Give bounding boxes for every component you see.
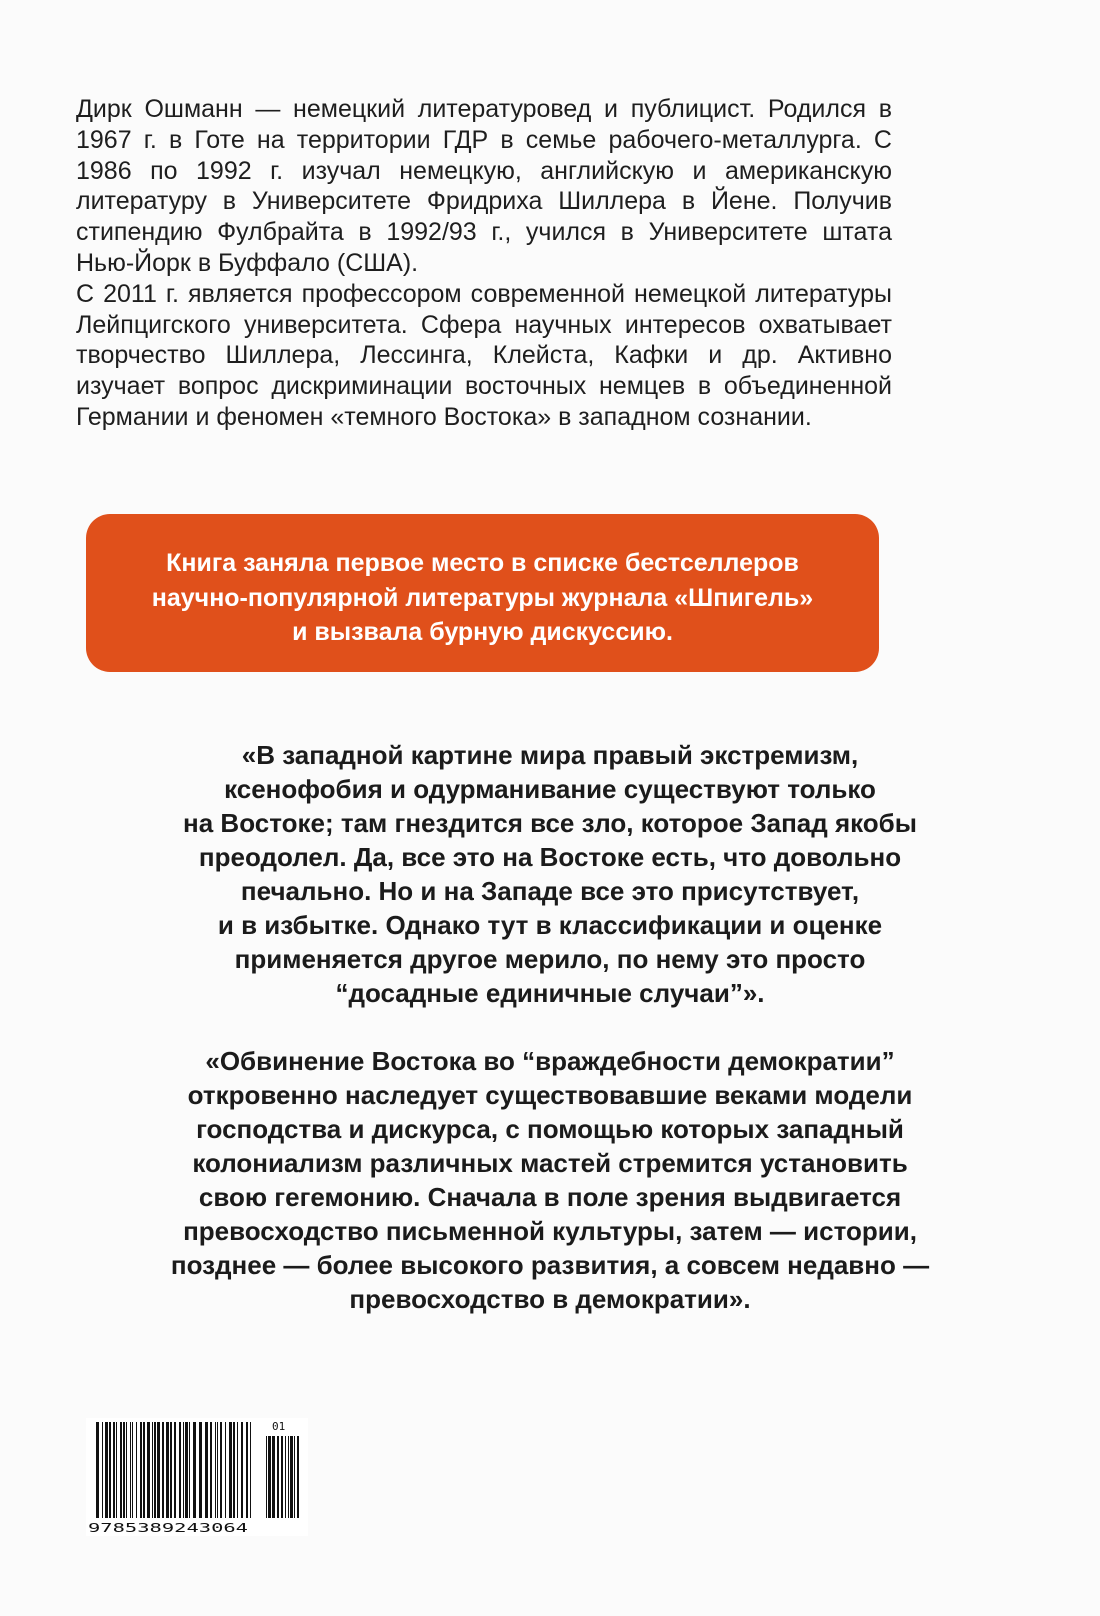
barcode-bar [297, 1436, 299, 1518]
quote-western-worldview [40, 738, 1060, 1010]
barcode-bar [123, 1422, 125, 1518]
barcode-bar [183, 1422, 184, 1518]
barcode-bar [229, 1422, 232, 1518]
quote-line: господства и дискурса, с помощью которых западный [196, 1114, 904, 1144]
barcode-bar [185, 1422, 188, 1518]
quote-line: «В западной картине мира правый экстремизм, [241, 740, 859, 770]
barcode-bar [132, 1422, 133, 1518]
quote-line: печально. Но и на Западе все это присутствует, [240, 876, 860, 906]
bestseller-banner [86, 514, 879, 672]
barcode-bar [109, 1422, 111, 1518]
barcode-bar [157, 1422, 160, 1518]
barcode-bar [266, 1436, 267, 1518]
barcode-bar [140, 1422, 142, 1518]
barcode-bar [174, 1422, 176, 1518]
barcode-bar [96, 1422, 99, 1518]
barcode-bar [250, 1422, 251, 1518]
barcode-bar [170, 1422, 172, 1518]
barcode-bar [277, 1436, 279, 1518]
quote-line: откровенно наследует существовавшие веками модели [187, 1080, 913, 1110]
barcode-bar [237, 1422, 238, 1518]
barcode-bar [162, 1422, 164, 1518]
quote-line: ксенофобия и одурманивание существуют только [224, 774, 876, 804]
isbn-barcode [86, 1418, 308, 1536]
barcode-bar [179, 1422, 181, 1518]
barcode-bar [113, 1422, 115, 1518]
barcode-bar [281, 1436, 283, 1518]
barcode-bar [102, 1422, 103, 1518]
barcode-addon-digits: 01 [272, 1420, 286, 1433]
banner-line: Книга заняла первое место в списке бестселлеров [166, 549, 799, 577]
barcode-bar [290, 1436, 293, 1518]
barcode-bar [152, 1422, 153, 1518]
author-bio [76, 94, 892, 433]
barcode-bar [143, 1422, 145, 1518]
barcode-bar [294, 1436, 295, 1518]
barcode-bar [220, 1422, 222, 1518]
quote-line: преодолел. Да, все это на Востоке есть, что довольно [198, 842, 902, 872]
barcode-bar [246, 1422, 248, 1518]
barcode-bar [105, 1422, 108, 1518]
quote-line: свою гегемонию. Сначала в поле зрения выдвигается [198, 1182, 902, 1212]
barcode-bar [272, 1436, 275, 1518]
barcode-bar [136, 1422, 137, 1518]
quote-line: применяется другое мерило, по нему это просто [234, 944, 866, 974]
barcode-bar [268, 1436, 271, 1518]
barcode-bar [154, 1422, 156, 1518]
quote-line: на Востоке; там гнездится все зло, которое Запад якобы [183, 808, 917, 838]
quote-line: превосходство в демократии». [349, 1284, 751, 1314]
banner-line: научно-популярной литературы журнала «Шпигель» [151, 583, 814, 612]
author-bio-paragraph-2: С 2011 г. является профессором современной немецкой литературы Лейпцигского университета. Сфера научных интересов охватывает творчество Шиллера, Лессинга, Клейста, Кафки и др. Активно изучает вопрос дискриминации восточных немцев в объединенной Германии и феномен «темного Востока» в западном сознании. [76, 279, 892, 431]
barcode-bar [233, 1422, 235, 1518]
author-bio-paragraph-1: Дирк Ошманн — немецкий литературовед и публицист. Родился в 1967 г. в Готе на территории ГДР в семье рабочего-металлурга. С 1986 по 1992 г. изучал немецкую, английскую и американскую литературу в Университете Фридриха Шиллера в Йене. Получив стипендию Фулбрайта в 1992/93 г., учился в Университете штата Нью-Йорк в Буффало (США). [76, 95, 892, 277]
barcode-bar [147, 1422, 150, 1518]
barcode-bar [215, 1422, 216, 1518]
quote-line: и в избытке. Однако тут в классификации и оценке [217, 910, 883, 940]
barcode-bar [130, 1422, 131, 1518]
barcode-bar [120, 1422, 122, 1518]
banner-line: и вызвала бурную дискуссию. [292, 618, 673, 646]
quote-line: превосходство письменной культуры, затем — истории, [183, 1216, 917, 1246]
quote-line: “досадные единичные случаи”». [335, 978, 765, 1008]
quote-line: позднее — более высокого развития, а совсем недавно — [170, 1250, 930, 1280]
quote-line: «Обвинение Востока во “враждебности демократии” [205, 1046, 895, 1076]
barcode-bar [285, 1436, 286, 1518]
barcode-bar [116, 1422, 117, 1518]
barcode-bar [189, 1422, 190, 1518]
barcode-bar [205, 1422, 208, 1518]
barcode-bar [210, 1422, 212, 1518]
barcode-bar [288, 1436, 289, 1518]
quote-democracy-hostility [40, 1044, 1060, 1316]
barcode-isbn-digits: 9785389243064 [88, 1520, 248, 1535]
barcode-bar [166, 1422, 169, 1518]
barcode-bar [241, 1422, 243, 1518]
barcode-addon-bars [266, 1436, 299, 1518]
quote-line: колониализм различных мастей стремится установить [192, 1148, 908, 1178]
barcode-bar [199, 1422, 202, 1518]
barcode-bar [217, 1422, 218, 1518]
barcode-bar [225, 1422, 226, 1518]
barcode-bar [193, 1422, 196, 1518]
barcode-bar [126, 1422, 127, 1518]
